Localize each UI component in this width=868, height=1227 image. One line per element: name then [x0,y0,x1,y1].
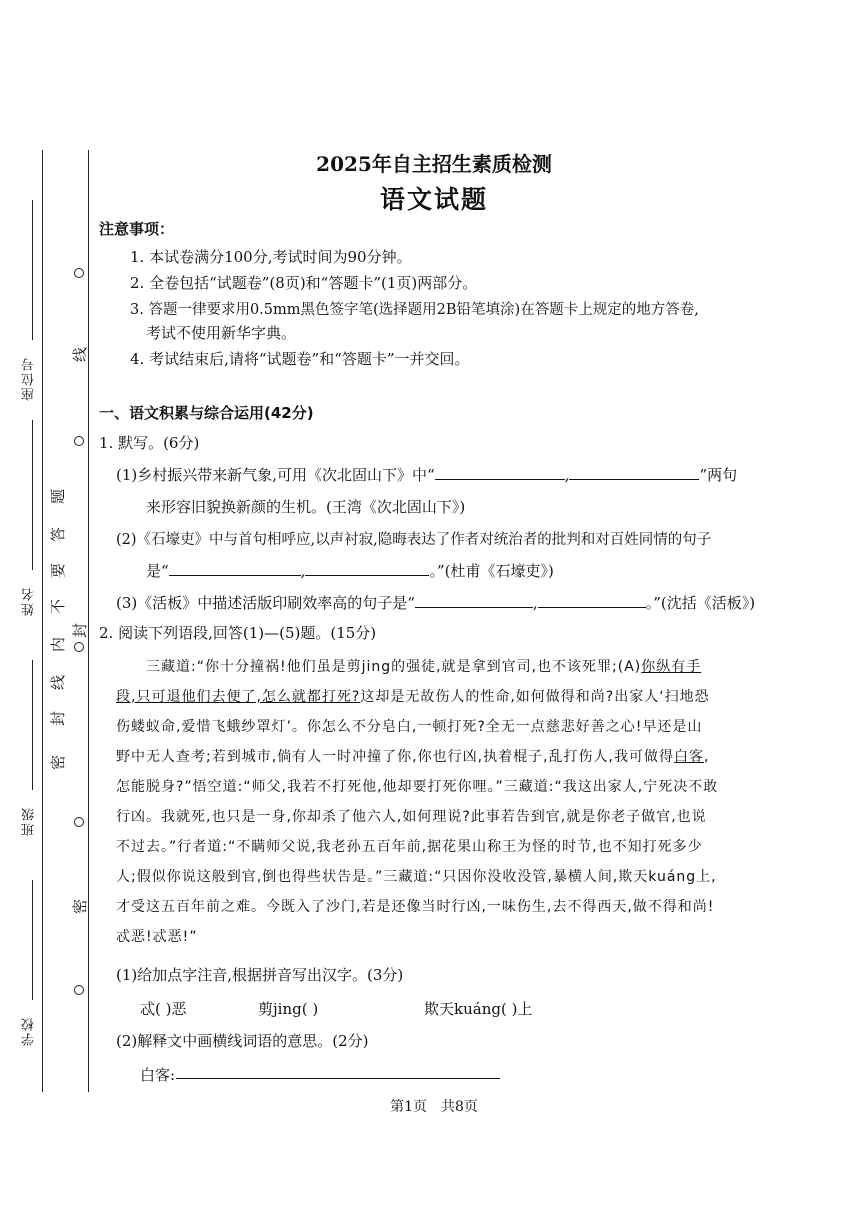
margin-hole [74,268,84,278]
margin-line-outer [42,150,43,1092]
pinyin-item[interactable]: 剪jing( ) [258,1000,319,1018]
section-heading: 一、语文积累与综合运用(42分) [99,404,314,422]
q1-part1-line1 [116,464,737,485]
question-title: 1. 默写。(6分) [99,434,200,452]
cut-line-char: 封 [71,622,90,639]
margin-hole [74,985,84,995]
margin-hole [74,436,84,446]
seal-line-char: 线 [49,674,68,691]
seat-number-label: 座位号 [22,356,37,401]
class-label: 班级 [22,806,37,836]
passage-line [116,746,709,766]
name-line [32,420,33,570]
exam-subtitle: 语文试题 [379,185,488,214]
passage-text: 野中无人查考;若到城市,倘有人一时冲撞了你,你也行凶,执着棍子,乱打伤人,我可做得 [116,749,674,765]
answer-blank[interactable] [569,465,699,480]
q1-part2-line1: (2)《石壕吏》中与首句相呼应,以声衬寂,隐晦表达了作者对统治者的批判和对百姓同情的句子 [116,532,712,548]
seal-line-char: 题 [49,488,68,505]
school-line [32,880,33,1000]
q1-part1-text-end: ”两句 [699,466,738,484]
answer-blank[interactable] [538,593,646,608]
passage-text: 这却是无故伤人的性命,如何做得和尚?出家人‘扫地恐 [360,689,710,705]
notice-item: 1. 本试卷满分100分,考试时间为90分钟。 [130,248,412,266]
notice-item: 2. 全卷包括“试题卷”(8页)和“答题卡”(1页)两部分。 [130,274,478,292]
seal-line-char: 封 [49,710,68,727]
passage-line [146,656,701,676]
passage-line: 忒恶!忒恶!” [116,929,198,945]
pinyin-item[interactable]: 忒( )恶 [140,1000,187,1018]
passage-line: 行凶。我就死,也只是一身,你却杀了他六人,如何理说?此事若告到官,就是你老子做官,也说 [116,809,707,825]
blank-separator: , [564,466,570,484]
class-line [32,660,33,790]
notice-item: 4. 考试结束后,请将“试题卷”和“答题卡”一并交回。 [130,350,470,368]
exam-title: 2025年自主招生素质检测 [316,152,552,176]
cut-line-char: 线 [71,346,90,363]
q1-part3-text-end: 。”(沈括《活板》) [645,594,756,612]
passage-line: 伤蝼蚁命,爱惜飞蛾纱罩灯’。你怎么不分皂白,一顿打死?全无一点慈悲好善之心!早还是山 [116,719,703,735]
pinyin-item[interactable]: 欺天kuáng( )上 [424,1000,533,1018]
margin-line-inner [88,150,89,1092]
passage-line: 人;假似你说这般到官,倒也得些状告是。”三藏道:“只因你没收没管,暴横人间,欺天kuáng上, [116,869,717,885]
passage-text: 三藏道:“你十分撞祸!他们虽是剪jing的强徒,就是拿到官司,也不该死罪;(A) [146,659,642,675]
subquestion-title: (1)给加点字注音,根据拼音写出汉字。(3分) [116,966,404,984]
seal-line-char: 要 [49,562,68,579]
q1-part1-text: (1)乡村振兴带来新气象,可用《次北固山下》中“ [116,466,435,484]
seat-number-line [32,200,33,340]
q1-part1-line2: 来形容旧貌换新颜的生机。(王湾《次北固山下》) [146,498,466,516]
seal-line-char: 答 [49,526,68,543]
notice-item: 考试不使用新华字典。 [146,324,297,342]
notice-item: 3. 答题一律要求用0.5mm黑色签字笔(选择题用2B铅笔填涂)在答题卡上规定的地方答卷, [130,302,699,318]
definition-label: 白客: [140,1066,176,1084]
q1-part2-line2 [146,560,554,581]
cut-line-char: 密 [71,898,90,915]
name-label: 姓名 [22,586,37,616]
page-number: 第1页 共8页 [390,1099,478,1115]
seal-line-char: 不 [49,598,68,615]
margin-hole [74,642,84,652]
passage-line [116,686,710,706]
passage-text: , [703,749,710,765]
answer-blank[interactable] [415,593,533,608]
passage-underlined: 段,只可退他们去便了,怎么就都打死? [116,689,361,705]
passage-underlined: 白客 [673,749,704,765]
seal-line-char: 内 [49,636,68,653]
passage-underlined: 你纵有手 [641,659,702,675]
passage-line: 才受这五百年前之难。今既入了沙门,若是还像当时行凶,一味伤生,去不得西天,做不得和尚! [116,899,715,915]
passage-line: 不过去。”行者道:“不瞒师父说,我老孙五百年前,据花果山称王为怪的时节,也不知打死多少 [116,839,703,855]
answer-blank[interactable] [169,561,301,576]
blank-separator: , [300,562,306,580]
answer-blank[interactable] [435,465,565,480]
q1-part2-text-end: 。”(杜甫《石壕吏》) [429,562,554,580]
q1-part3-text: (3)《活板》中描述活版印刷效率高的句子是“ [116,594,415,612]
margin-hole [74,817,84,827]
notice-heading: 注意事项： [99,220,175,238]
q1-part3-line [116,592,755,613]
q1-part2-text: 是“ [146,562,169,580]
passage-line: 怎能脱身?”悟空道:“师父,我若不打死他,他却要打死你哩。”三藏道:“我这出家人,宁死决不敢 [116,779,719,795]
question-title: 2. 阅读下列语段,回答(1)—(5)题。(15分) [99,624,377,642]
answer-blank[interactable] [305,561,429,576]
blank-separator: , [532,594,538,612]
school-label: 学校 [22,1016,37,1046]
subquestion-title: (2)解释文中画横线词语的意思。(2分) [116,1032,369,1050]
definition-answer-line[interactable] [176,1078,500,1079]
seal-line-char: 密 [49,754,68,771]
